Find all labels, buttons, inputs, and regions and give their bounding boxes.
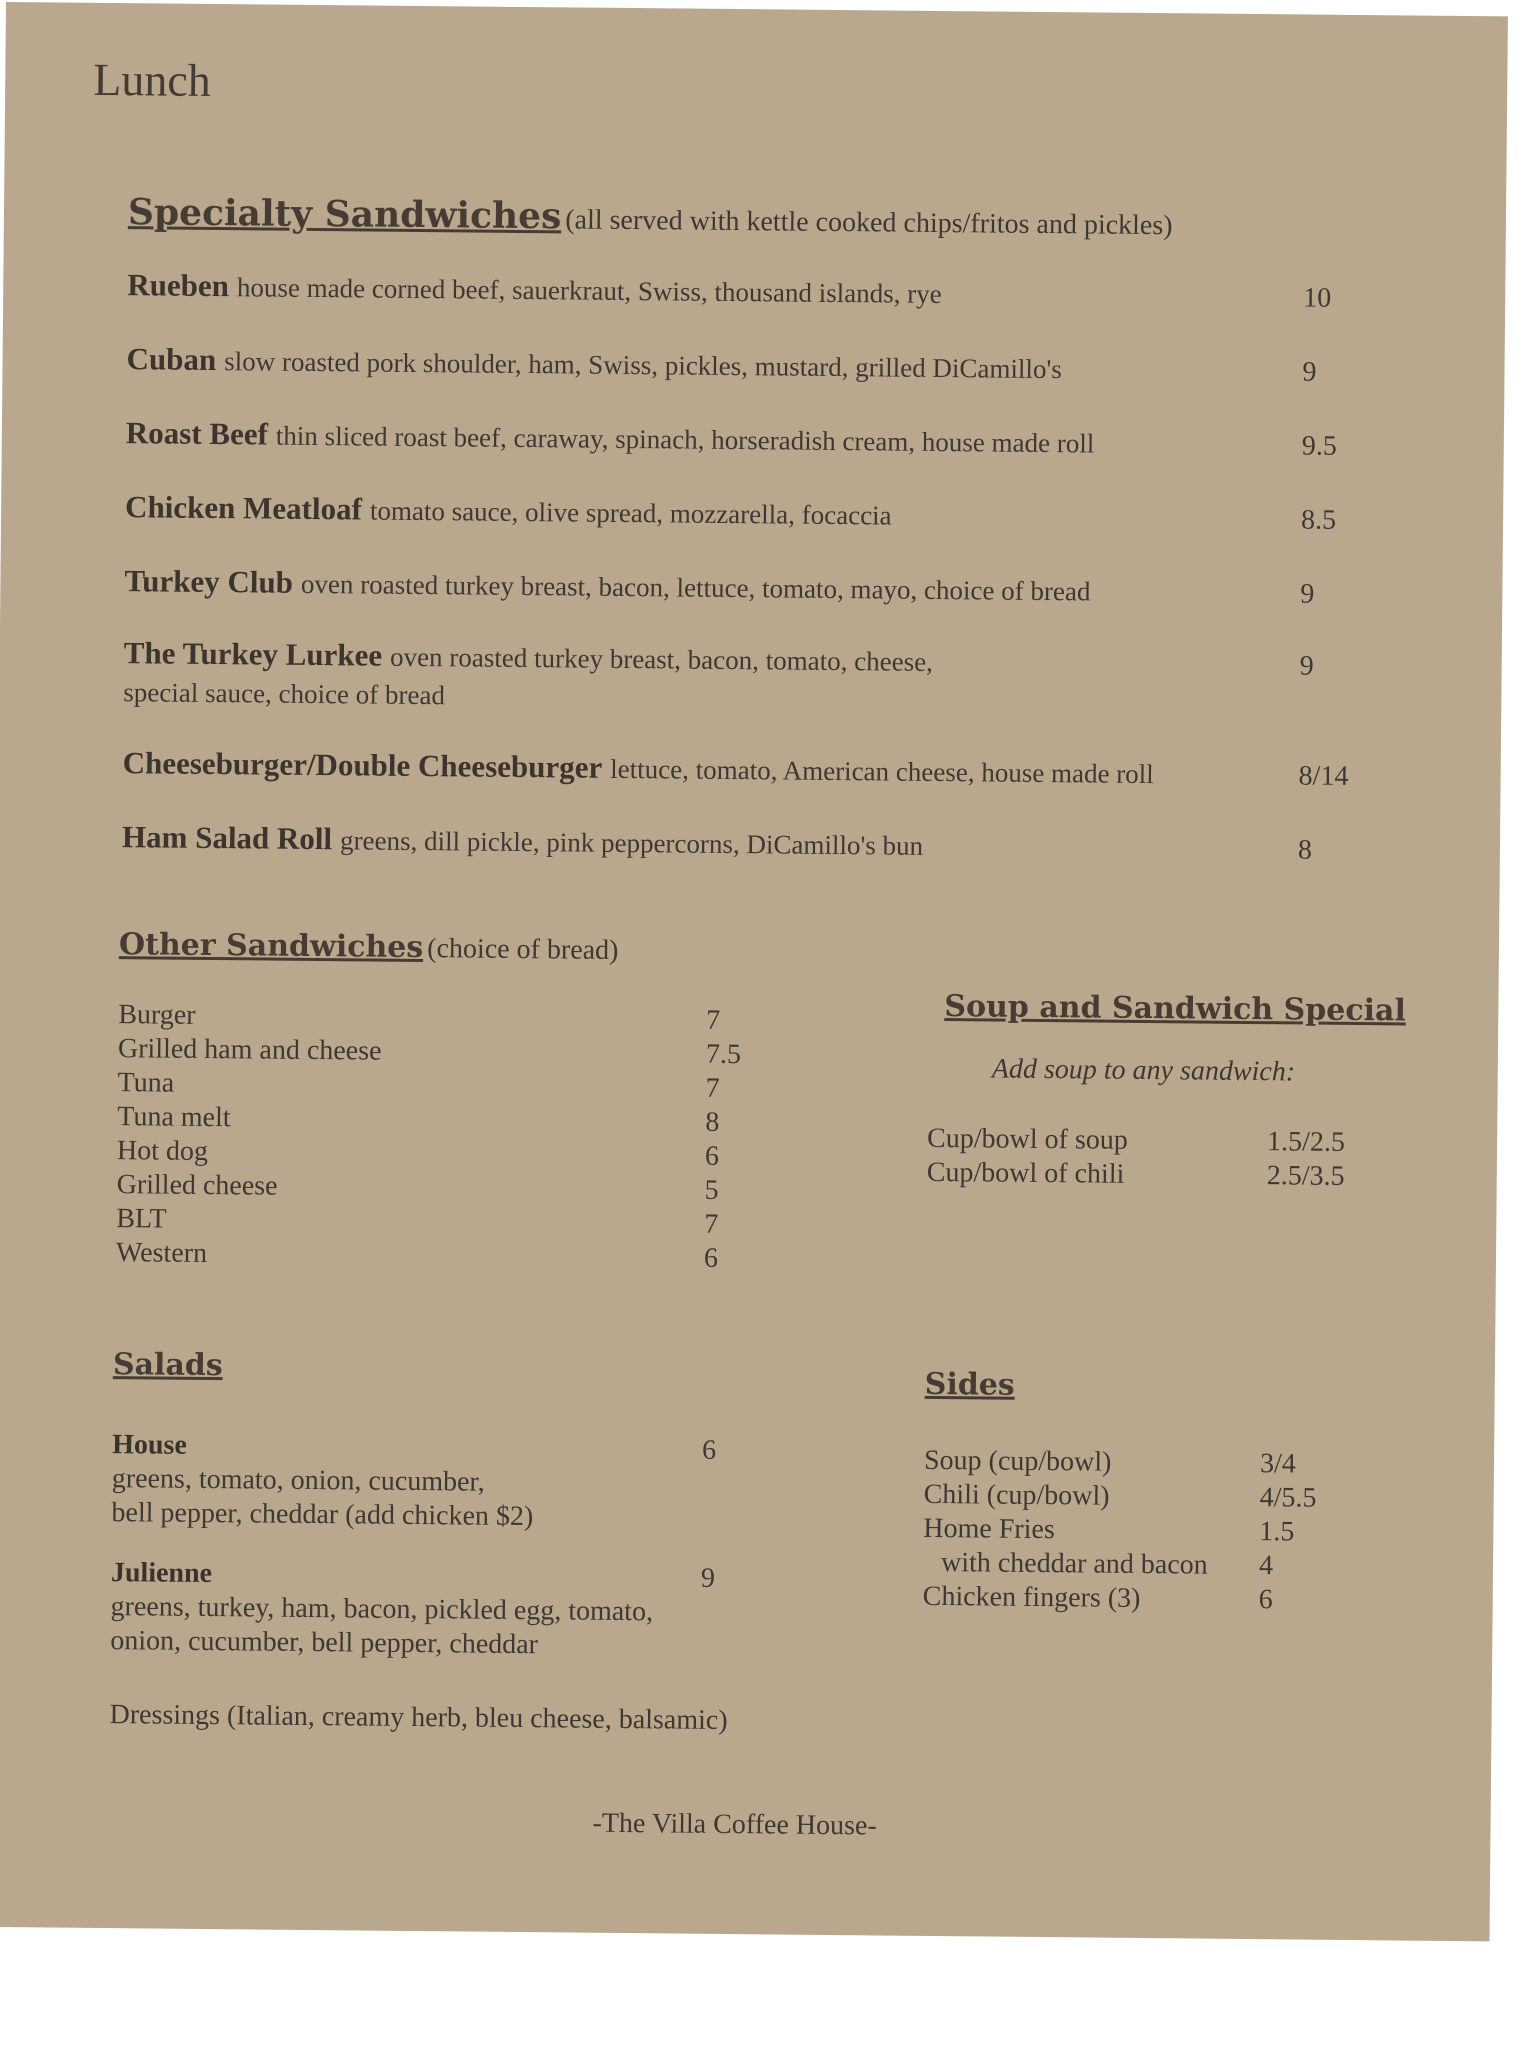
list-item-price: 1.5	[1259, 1516, 1295, 1548]
list-item-name: Tuna melt	[117, 1101, 231, 1134]
salad-desc: greens, tomato, onion, cucumber,	[111, 1463, 485, 1498]
list-item-name: Home Fries	[923, 1512, 1055, 1546]
list-item-name: Western	[115, 1237, 208, 1269]
list-item	[127, 267, 942, 311]
salad-price: 9	[700, 1562, 716, 1594]
salad-desc: onion, cucumber, bell pepper, cheddar	[110, 1625, 539, 1661]
item-desc: thin sliced roast beef, caraway, spinach, horseradish cream, house made roll	[275, 420, 1095, 459]
list-item	[126, 415, 1095, 460]
item-name: Chicken Meatloaf	[124, 489, 363, 527]
item-name: Turkey Club	[124, 563, 294, 600]
item-name: The Turkey Lurkee	[123, 635, 383, 673]
sides-title: Sides	[924, 1366, 1015, 1403]
item-price: 9	[1299, 650, 1314, 682]
list-item-name: Chili (cup/bowl)	[923, 1478, 1110, 1512]
item-desc: oven roasted turkey breast, bacon, lettuce, tomato, mayo, choice of bread	[300, 568, 1091, 607]
list-item-name: Burger	[118, 999, 196, 1031]
list-item-name: Cup/bowl of chili	[926, 1156, 1125, 1190]
list-item-price: 6	[703, 1242, 719, 1274]
list-item	[123, 745, 1154, 791]
list-item-name: BLT	[116, 1203, 167, 1235]
list-item-price: 4	[1258, 1550, 1274, 1582]
list-item-name: Tuna	[117, 1067, 175, 1099]
list-item	[125, 489, 892, 532]
item-desc: oven roasted turkey breast, bacon, tomato, cheese,	[389, 641, 934, 677]
item-price: 10	[1303, 282, 1332, 314]
item-desc: tomato sauce, olive spread, mozzarella, focaccia	[369, 495, 892, 531]
salad-price: 6	[701, 1434, 717, 1466]
list-item-price: 7	[704, 1208, 719, 1240]
item-name: Rueben	[127, 267, 230, 304]
item-price: 9	[1302, 356, 1317, 388]
list-item	[124, 635, 933, 679]
item-name: Cuban	[126, 341, 217, 378]
list-item-price: 1.5/2.5	[1266, 1126, 1346, 1158]
item-name: Ham Salad Roll	[121, 819, 333, 857]
list-item-name: Chicken fingers (3)	[922, 1580, 1141, 1614]
list-item-price: 8	[705, 1106, 720, 1138]
list-item-price: 2.5/3.5	[1266, 1160, 1345, 1192]
salad-desc: bell pepper, cheddar (add chicken $2)	[111, 1497, 534, 1533]
list-item-price: 7	[705, 1072, 720, 1104]
item-price: 8/14	[1298, 760, 1349, 792]
list-item	[124, 563, 1090, 608]
item-price: 9	[1300, 578, 1315, 610]
list-item-price: 7	[706, 1004, 721, 1036]
item-name: Cheeseburger/Double Cheeseburger	[122, 745, 603, 785]
list-item-price: 7.5	[705, 1038, 742, 1071]
list-item-name: Hot dog	[116, 1135, 209, 1167]
list-item-price: 5	[704, 1174, 719, 1206]
item-desc: house made corned beef, sauerkraut, Swiss, thousand islands, rye	[236, 272, 942, 309]
menu-page	[0, 2, 1508, 1941]
item-desc: slow roasted pork shoulder, ham, Swiss, pickles, mustard, grilled DiCamillo's	[224, 346, 1062, 385]
salad-desc: greens, turkey, ham, bacon, pickled egg, tomato,	[110, 1591, 654, 1628]
item-price: 8.5	[1300, 504, 1337, 536]
list-item	[126, 341, 1062, 386]
item-price: 8	[1297, 834, 1313, 866]
item-price: 9.5	[1301, 430, 1337, 462]
item-name: Roast Beef	[125, 415, 269, 452]
list-item-name: with cheddar and bacon	[940, 1547, 1208, 1581]
list-item-price: 6	[704, 1140, 720, 1172]
specialty-note: (all served with kettle cooked chips/fritos and pickles)	[565, 204, 1173, 242]
other-note: (choice of bread)	[427, 933, 619, 966]
footer-text: -The Villa Coffee House-	[592, 1807, 877, 1842]
specialty-title: Specialty Sandwiches	[127, 191, 562, 238]
list-item-price: 6	[1258, 1584, 1273, 1616]
other-title: Other Sandwiches	[118, 927, 424, 966]
list-item-name: Soup (cup/bowl)	[923, 1444, 1112, 1478]
item-desc: greens, dill pickle, pink peppercorns, DiCamillo's bun	[339, 825, 924, 861]
list-item-price: 3/4	[1259, 1448, 1296, 1480]
list-item-name: Grilled cheese	[116, 1169, 278, 1202]
list-item-name: Grilled ham and cheese	[117, 1033, 382, 1067]
item-desc-continued: special sauce, choice of bread	[123, 677, 446, 711]
list-item-name: Cup/bowl of soup	[926, 1122, 1128, 1156]
soup-special-subtitle: Add soup to any sandwich:	[991, 1053, 1296, 1088]
salad-name: House	[112, 1429, 187, 1461]
salads-title: Salads	[112, 1347, 223, 1384]
other-header	[119, 927, 619, 967]
salad-name: Julienne	[110, 1557, 213, 1590]
soup-special-title: Soup and Sandwich Special	[944, 989, 1407, 1029]
dressings-note: Dressings (Italian, creamy herb, bleu cheese, balsamic)	[109, 1699, 728, 1737]
item-desc: lettuce, tomato, American cheese, house made roll	[610, 753, 1154, 790]
page-title: Lunch	[93, 53, 212, 106]
list-item	[122, 819, 923, 863]
list-item-price: 4/5.5	[1259, 1482, 1317, 1514]
specialty-header	[128, 191, 1173, 243]
